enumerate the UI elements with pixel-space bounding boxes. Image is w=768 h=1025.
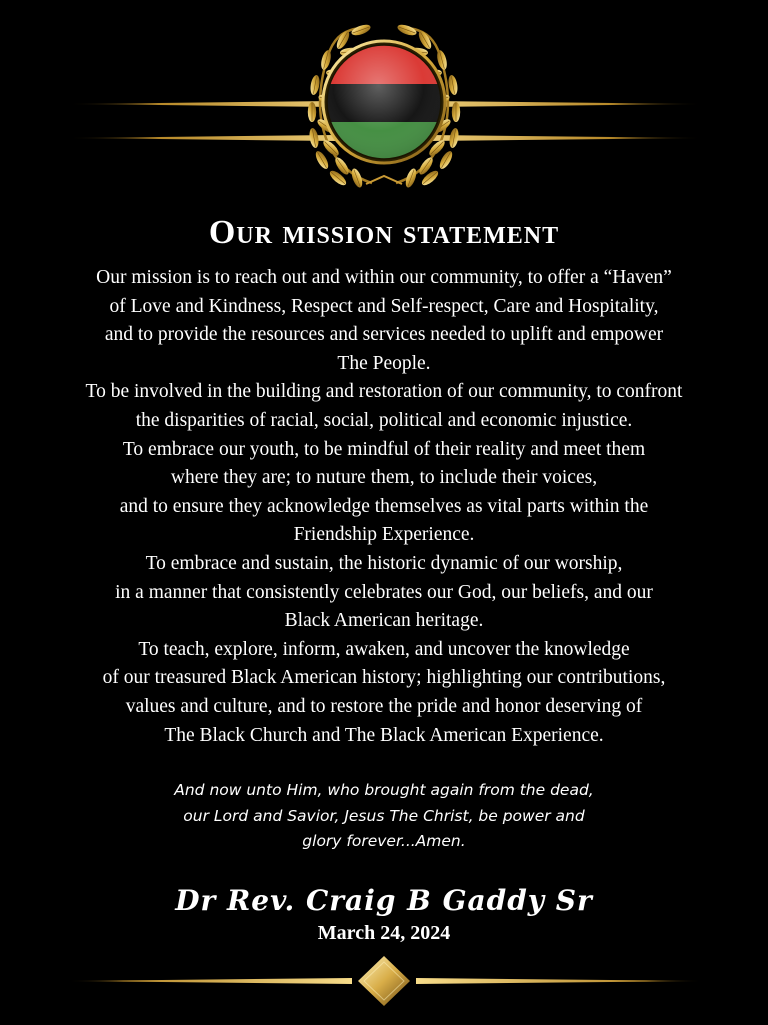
mission-line: Our mission is to reach out and within our community, to offer a “Haven” bbox=[96, 267, 672, 288]
mission-line: The People. bbox=[337, 352, 431, 374]
mission-line: To be involved in the building and restoration of our community, to confront bbox=[85, 381, 683, 403]
mission-line: in a manner that consistently celebrates our God, our beliefs, and our bbox=[115, 581, 653, 603]
mission-line: To embrace and sustain, the historic dynamic of our worship, bbox=[145, 552, 623, 574]
mission-line: The Black Church and The Black American Experience. bbox=[164, 724, 604, 746]
mission-line: To embrace our youth, to be mindful of their reality and meet them bbox=[122, 438, 646, 460]
mission-line: values and culture, and to restore the pride and honor deserving of bbox=[125, 695, 643, 717]
gold-diamond-icon bbox=[0, 950, 768, 1020]
mission-line: the disparities of racial, social, political and economic injustice. bbox=[135, 409, 633, 431]
blessing-line: glory forever...Amen. bbox=[302, 832, 466, 850]
mission-line: and to provide the resources and services needed to uplift and empower bbox=[104, 324, 664, 346]
footer-ornament bbox=[0, 950, 768, 1020]
blessing-line: our Lord and Savior, Jesus The Christ, be power and bbox=[183, 806, 585, 825]
mission-statement-body bbox=[20, 264, 748, 750]
closing-blessing bbox=[0, 778, 768, 855]
mission-line: and to ensure they acknowledge themselves as vital parts within the bbox=[119, 495, 649, 517]
mission-line: where they are; to nuture them, to include their voices, bbox=[170, 467, 598, 489]
laurel-wreath-flag-icon bbox=[0, 0, 768, 200]
mission-line: of our treasured Black American history; highlighting our contributions, bbox=[102, 667, 666, 689]
header-emblem bbox=[0, 0, 768, 200]
statement-date: March 24, 2024 bbox=[317, 922, 451, 944]
mission-line: Black American heritage. bbox=[284, 610, 484, 632]
mission-line: of Love and Kindness, Respect and Self-respect, Care and Hospitality, bbox=[109, 295, 659, 317]
mission-line: To teach, explore, inform, awaken, and uncover the knowledge bbox=[138, 638, 630, 660]
author-signature: Dr Rev. Craig B Gaddy Sr bbox=[175, 884, 593, 917]
page-title: Our mission statement bbox=[208, 214, 560, 251]
blessing-line: And now unto Him, who brought again from the dead, bbox=[174, 781, 594, 799]
mission-line: Friendship Experience. bbox=[293, 524, 475, 546]
